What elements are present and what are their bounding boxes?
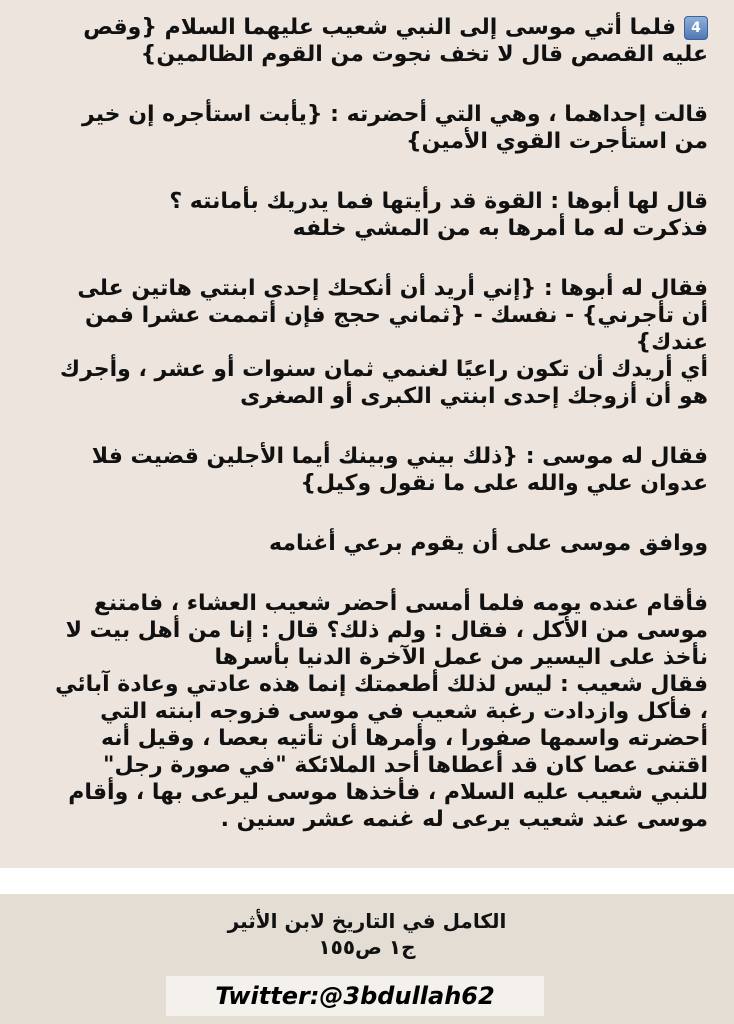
source-citation: [0, 908, 734, 960]
twitter-handle: Twitter:@3bdullah62: [166, 976, 544, 1016]
paragraph-5: فقال له موسى : {ذلك بيني وبينك أيما الأجلين قضيت فلا عدوان علي والله على ما نقول وكيل}: [91, 444, 708, 496]
number-badge-icon: 4: [684, 16, 708, 40]
source-reference: ج١ ص١٥٥: [318, 935, 416, 959]
source-title: الكامل في التاريخ لابن الأثير: [227, 909, 507, 933]
paragraph-6: ووافق موسى على أن يقوم برعي أغنامه: [269, 531, 708, 556]
article-text: [28, 14, 708, 833]
footer: [0, 894, 734, 1024]
paragraph-4: فقال له أبوها : {إني أريد أن أنكحك إحدى ابنتي هاتين على أن تأجرني} - نفسك - {ثماني حجج فإن أتممت عشرا فمن عندك} أي أريدك أن تكون راعيًا لغنمي ثمان سنوات أو عشر ، وأجرك هو أن أزوجك إحدى ابنتي الكبرى أو الصغرى: [59, 276, 708, 409]
paragraph-1: [28, 14, 708, 68]
paragraph-7: فأقام عنده يومه فلما أمسى أحضر شعيب العشاء ، فامتنع موسى من الأكل ، فقال : ولم ذلك؟ قال : إنا من أهل بيت لا نأخذ على اليسير من عمل الآخرة الدنيا بأسرها فقال شعيب : ليس لذلك أطعمتك إنما هذه عادتي وعادة آبائي ، فأكل وازدادت رغبة شعيب في موسى فزوجه ابنته التي أحضرته واسمها صفورا ، وأمرها أن تأتيه بعصا ، وقيل أنه اقتنى عصا كان قد أعطاها أحد الملائكة "في صورة رجل" للنبي شعيب عليه السلام ، فأخذها موسى ليرعى بها ، وأقام موسى عند شعيب يرعى له غنمه عشر سنين .: [55, 591, 708, 832]
divider-strip: [0, 868, 734, 894]
paragraph-1-text: فلما أتي موسى إلى النبي شعيب عليهما السلام {وقص عليه القصص قال لا تخف نجوت من القوم الظالمين}: [83, 15, 708, 67]
paragraph-2: قالت إحداهما ، وهي التي أحضرته : {يأبت استأجره إن خير من استأجرت القوي الأمين}: [82, 102, 708, 154]
paragraph-3: قال لها أبوها : القوة قد رأيتها فما يدريك بأمانته ؟ فذكرت له ما أمرها به من المشي خلفه: [169, 189, 708, 241]
